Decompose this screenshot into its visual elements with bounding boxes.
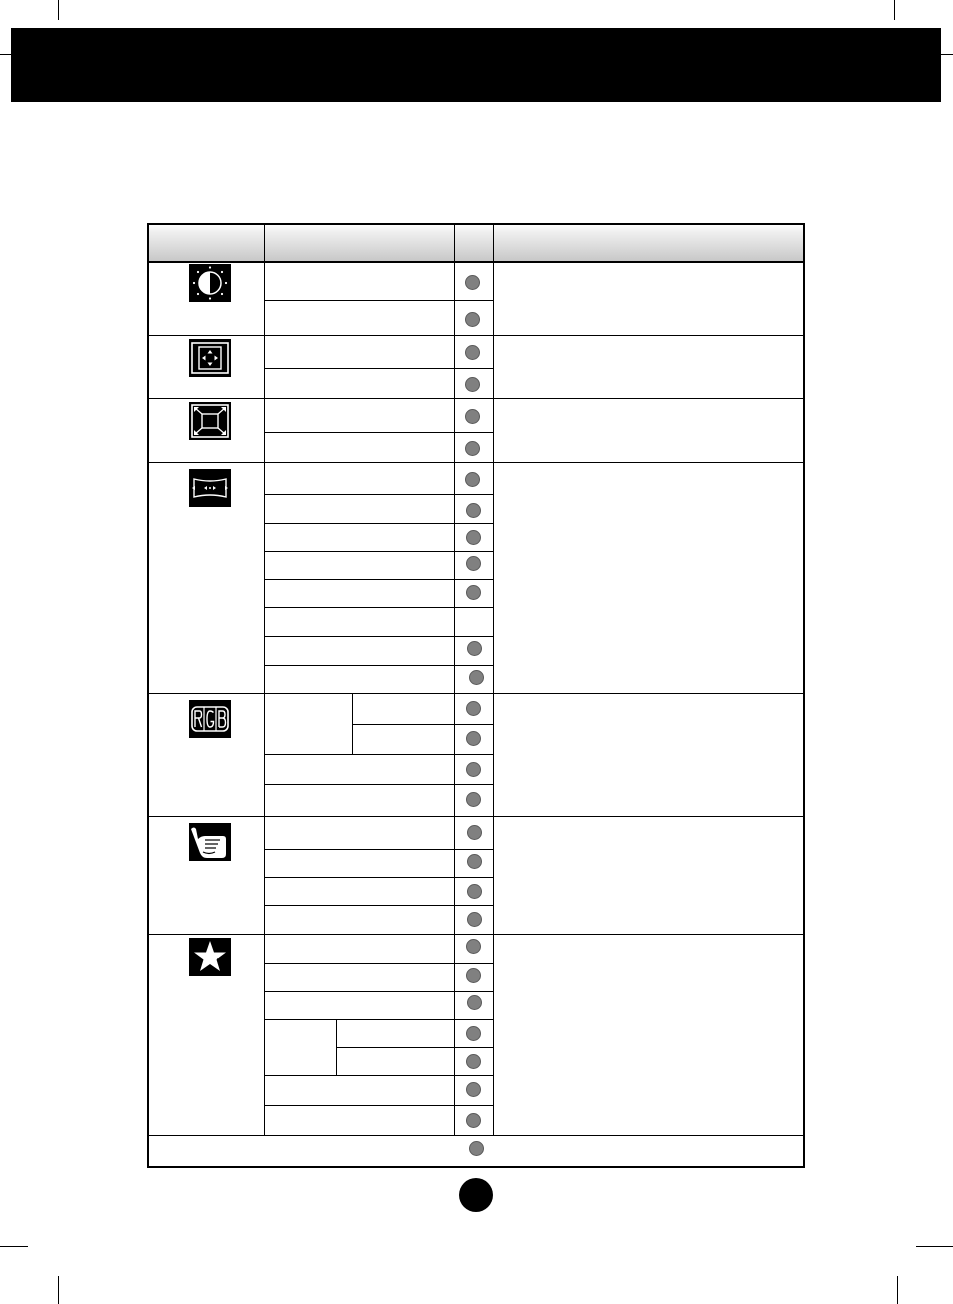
tracking-hand-icon bbox=[189, 823, 231, 861]
bullet-dot bbox=[469, 1141, 484, 1156]
row-divider bbox=[265, 877, 493, 878]
bullet-dot bbox=[466, 530, 481, 545]
row-divider bbox=[265, 551, 493, 552]
setup-star-icon bbox=[189, 938, 231, 976]
bullet-dot bbox=[466, 968, 481, 983]
crop-mark bbox=[916, 1246, 953, 1247]
color-rgb-icon bbox=[189, 700, 231, 738]
position-icon bbox=[189, 339, 231, 377]
column-divider bbox=[264, 223, 265, 1135]
row-divider bbox=[265, 579, 493, 580]
page-number bbox=[459, 1178, 493, 1212]
row-divider bbox=[265, 300, 493, 301]
table-border bbox=[147, 223, 805, 225]
header-bar bbox=[11, 28, 941, 102]
row-divider bbox=[147, 1135, 805, 1136]
row-divider bbox=[265, 665, 493, 666]
row-divider bbox=[337, 1047, 493, 1048]
crop-mark bbox=[0, 54, 11, 55]
crop-mark bbox=[894, 0, 895, 20]
bullet-dot bbox=[465, 345, 480, 360]
bullet-dot bbox=[466, 585, 481, 600]
bullet-dot bbox=[465, 312, 480, 327]
row-divider bbox=[265, 849, 493, 850]
row-divider bbox=[265, 636, 493, 637]
bullet-dot bbox=[466, 731, 481, 746]
row-divider bbox=[265, 754, 493, 755]
bullet-dot bbox=[466, 762, 481, 777]
table-header-cell bbox=[265, 224, 454, 261]
bullet-dot bbox=[467, 884, 482, 899]
row-divider bbox=[147, 934, 805, 935]
bullet-dot bbox=[466, 1113, 481, 1128]
bullet-dot bbox=[465, 472, 480, 487]
row-divider bbox=[265, 1105, 493, 1106]
size-icon bbox=[189, 402, 231, 440]
row-divider bbox=[265, 963, 493, 964]
row-divider bbox=[265, 1075, 493, 1076]
row-divider bbox=[265, 523, 493, 524]
table-header-cell bbox=[149, 224, 264, 261]
row-divider bbox=[265, 1019, 493, 1020]
column-divider bbox=[493, 223, 494, 1135]
bullet-dot bbox=[466, 701, 481, 716]
row-divider bbox=[147, 261, 805, 263]
bullet-dot bbox=[469, 670, 484, 685]
column-divider bbox=[336, 1020, 337, 1075]
row-divider bbox=[265, 905, 493, 906]
column-divider bbox=[352, 694, 353, 754]
table-border bbox=[147, 1166, 805, 1168]
geometry-icon bbox=[189, 469, 231, 507]
table-header-cell bbox=[455, 224, 493, 261]
row-divider bbox=[147, 816, 805, 817]
bullet-dot bbox=[467, 854, 482, 869]
row-divider bbox=[353, 724, 493, 725]
bullet-dot bbox=[467, 641, 482, 656]
row-divider bbox=[265, 607, 493, 608]
bullet-dot bbox=[465, 377, 480, 392]
bullet-dot bbox=[466, 1026, 481, 1041]
bullet-dot bbox=[466, 1054, 481, 1069]
row-divider bbox=[265, 494, 493, 495]
row-divider bbox=[147, 462, 805, 463]
bullet-dot bbox=[466, 939, 481, 954]
bullet-dot bbox=[467, 912, 482, 927]
bullet-dot bbox=[466, 792, 481, 807]
crop-mark bbox=[58, 0, 59, 20]
crop-mark bbox=[0, 1246, 28, 1247]
table-border bbox=[803, 223, 805, 1168]
row-divider bbox=[265, 368, 493, 369]
bullet-dot bbox=[465, 275, 480, 290]
crop-mark bbox=[897, 1276, 898, 1304]
bullet-dot bbox=[466, 556, 481, 571]
row-divider bbox=[147, 335, 805, 336]
bullet-dot bbox=[465, 409, 480, 424]
row-divider bbox=[265, 432, 493, 433]
row-divider bbox=[147, 693, 805, 694]
crop-mark bbox=[941, 54, 953, 55]
bullet-dot bbox=[465, 441, 480, 456]
table-border bbox=[147, 223, 149, 1168]
column-divider bbox=[454, 223, 455, 1135]
bullet-dot bbox=[466, 1082, 481, 1097]
crop-mark bbox=[58, 1276, 59, 1304]
row-divider bbox=[265, 991, 493, 992]
table-header-cell bbox=[494, 224, 803, 261]
bullet-dot bbox=[467, 995, 482, 1010]
brightness-contrast-icon bbox=[189, 264, 231, 302]
bullet-dot bbox=[467, 825, 482, 840]
bullet-dot bbox=[466, 503, 481, 518]
row-divider bbox=[265, 784, 493, 785]
row-divider bbox=[147, 398, 805, 399]
